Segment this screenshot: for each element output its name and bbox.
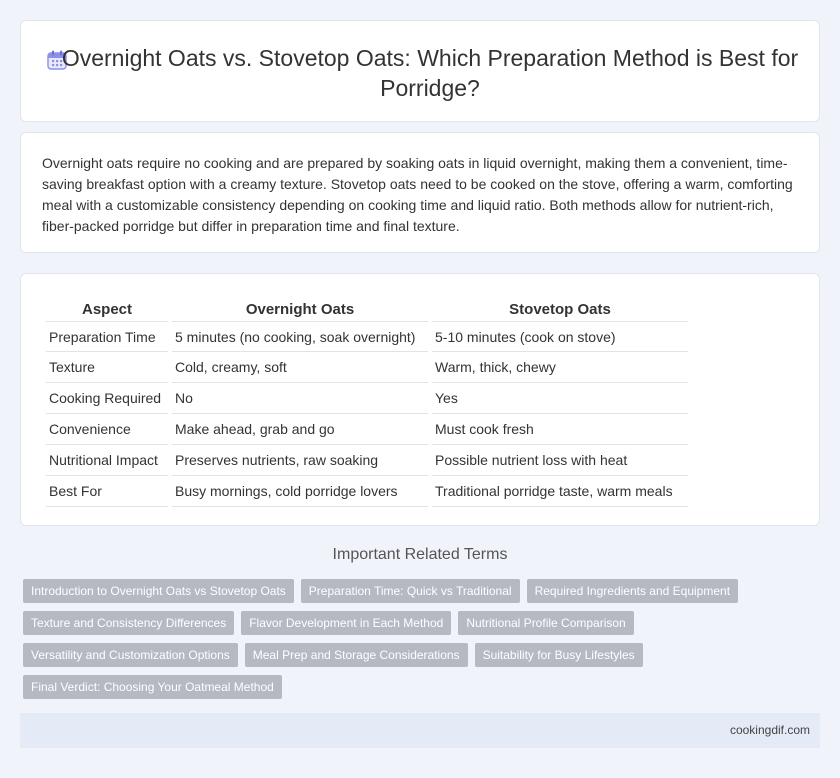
table-row xyxy=(46,321,688,352)
table-cell: Warm, thick, chewy xyxy=(432,352,688,383)
tag-row xyxy=(23,675,813,699)
related-term-tag[interactable]: Preparation Time: Quick vs Traditional xyxy=(301,579,520,603)
table-cell: 5-10 minutes (cook on stove) xyxy=(432,321,688,352)
table-cell: Convenience xyxy=(46,414,168,445)
related-term-tag[interactable]: Introduction to Overnight Oats vs Stovetop Oats xyxy=(23,579,294,603)
table-row xyxy=(46,352,688,383)
table-cell: Preserves nutrients, raw soaking xyxy=(172,445,428,476)
tag-row xyxy=(23,579,813,603)
header-card xyxy=(20,20,820,122)
table-cell: Preparation Time xyxy=(46,321,168,352)
table-cell: Traditional porridge taste, warm meals xyxy=(432,476,688,507)
table-row xyxy=(46,383,688,414)
table-cell: 5 minutes (no cooking, soak overnight) xyxy=(172,321,428,352)
table-cell: Busy mornings, cold porridge lovers xyxy=(172,476,428,507)
table-row xyxy=(46,414,688,445)
table-cell: Make ahead, grab and go xyxy=(172,414,428,445)
intro-paragraph: Overnight oats require no cooking and are prepared by soaking oats in liquid overnight, making them a convenient, time-saving breakfast option with a creamy texture. Stovetop oats need to be cooked on the stove, offering a warm, comforting meal with a customizable consistency depending on cooking time and liquid ratio. Both methods allow for nutrient-rich, fiber-packed porridge but differ in preparation time and final texture. xyxy=(42,155,793,234)
table-cell: No xyxy=(172,383,428,414)
intro-card xyxy=(20,132,820,253)
footer-site-link[interactable]: cookingdif.com xyxy=(729,723,810,737)
table-cell: Nutritional Impact xyxy=(46,445,168,476)
table-cell: Possible nutrient loss with heat xyxy=(432,445,688,476)
footer-bar xyxy=(20,713,820,748)
table-row xyxy=(46,476,688,507)
table-header-row xyxy=(46,293,688,321)
column-header-aspect: Aspect xyxy=(81,300,133,318)
table-cell: Cooking Required xyxy=(46,383,168,414)
tag-row xyxy=(23,643,813,667)
column-header-overnight: Overnight Oats xyxy=(245,300,355,318)
table-cell: Best For xyxy=(46,476,168,507)
table-cell: Texture xyxy=(46,352,168,383)
related-term-tag[interactable]: Versatility and Customization Options xyxy=(23,643,238,667)
related-term-tag[interactable]: Texture and Consistency Differences xyxy=(23,611,234,635)
related-term-tag[interactable]: Suitability for Busy Lifestyles xyxy=(475,643,643,667)
comparison-card xyxy=(20,273,820,526)
comparison-table xyxy=(42,293,692,507)
related-term-tag[interactable]: Final Verdict: Choosing Your Oatmeal Method xyxy=(23,675,282,699)
related-term-tag[interactable]: Meal Prep and Storage Considerations xyxy=(245,643,468,667)
table-cell: Yes xyxy=(432,383,688,414)
related-term-tag[interactable]: Nutritional Profile Comparison xyxy=(458,611,633,635)
related-terms-heading: Important Related Terms xyxy=(332,546,508,563)
table-row xyxy=(46,445,688,476)
column-header-stovetop: Stovetop Oats xyxy=(509,300,611,318)
page-title-wrap xyxy=(61,43,799,103)
tag-row xyxy=(23,611,813,635)
related-term-tag[interactable]: Required Ingredients and Equipment xyxy=(527,579,738,603)
page-title: Overnight Oats vs. Stovetop Oats: Which Preparation Method is Best for Porridge? xyxy=(61,45,799,101)
related-term-tag[interactable]: Flavor Development in Each Method xyxy=(241,611,451,635)
table-cell: Cold, creamy, soft xyxy=(172,352,428,383)
table-cell: Must cook fresh xyxy=(432,414,688,445)
related-terms-list xyxy=(23,579,813,707)
